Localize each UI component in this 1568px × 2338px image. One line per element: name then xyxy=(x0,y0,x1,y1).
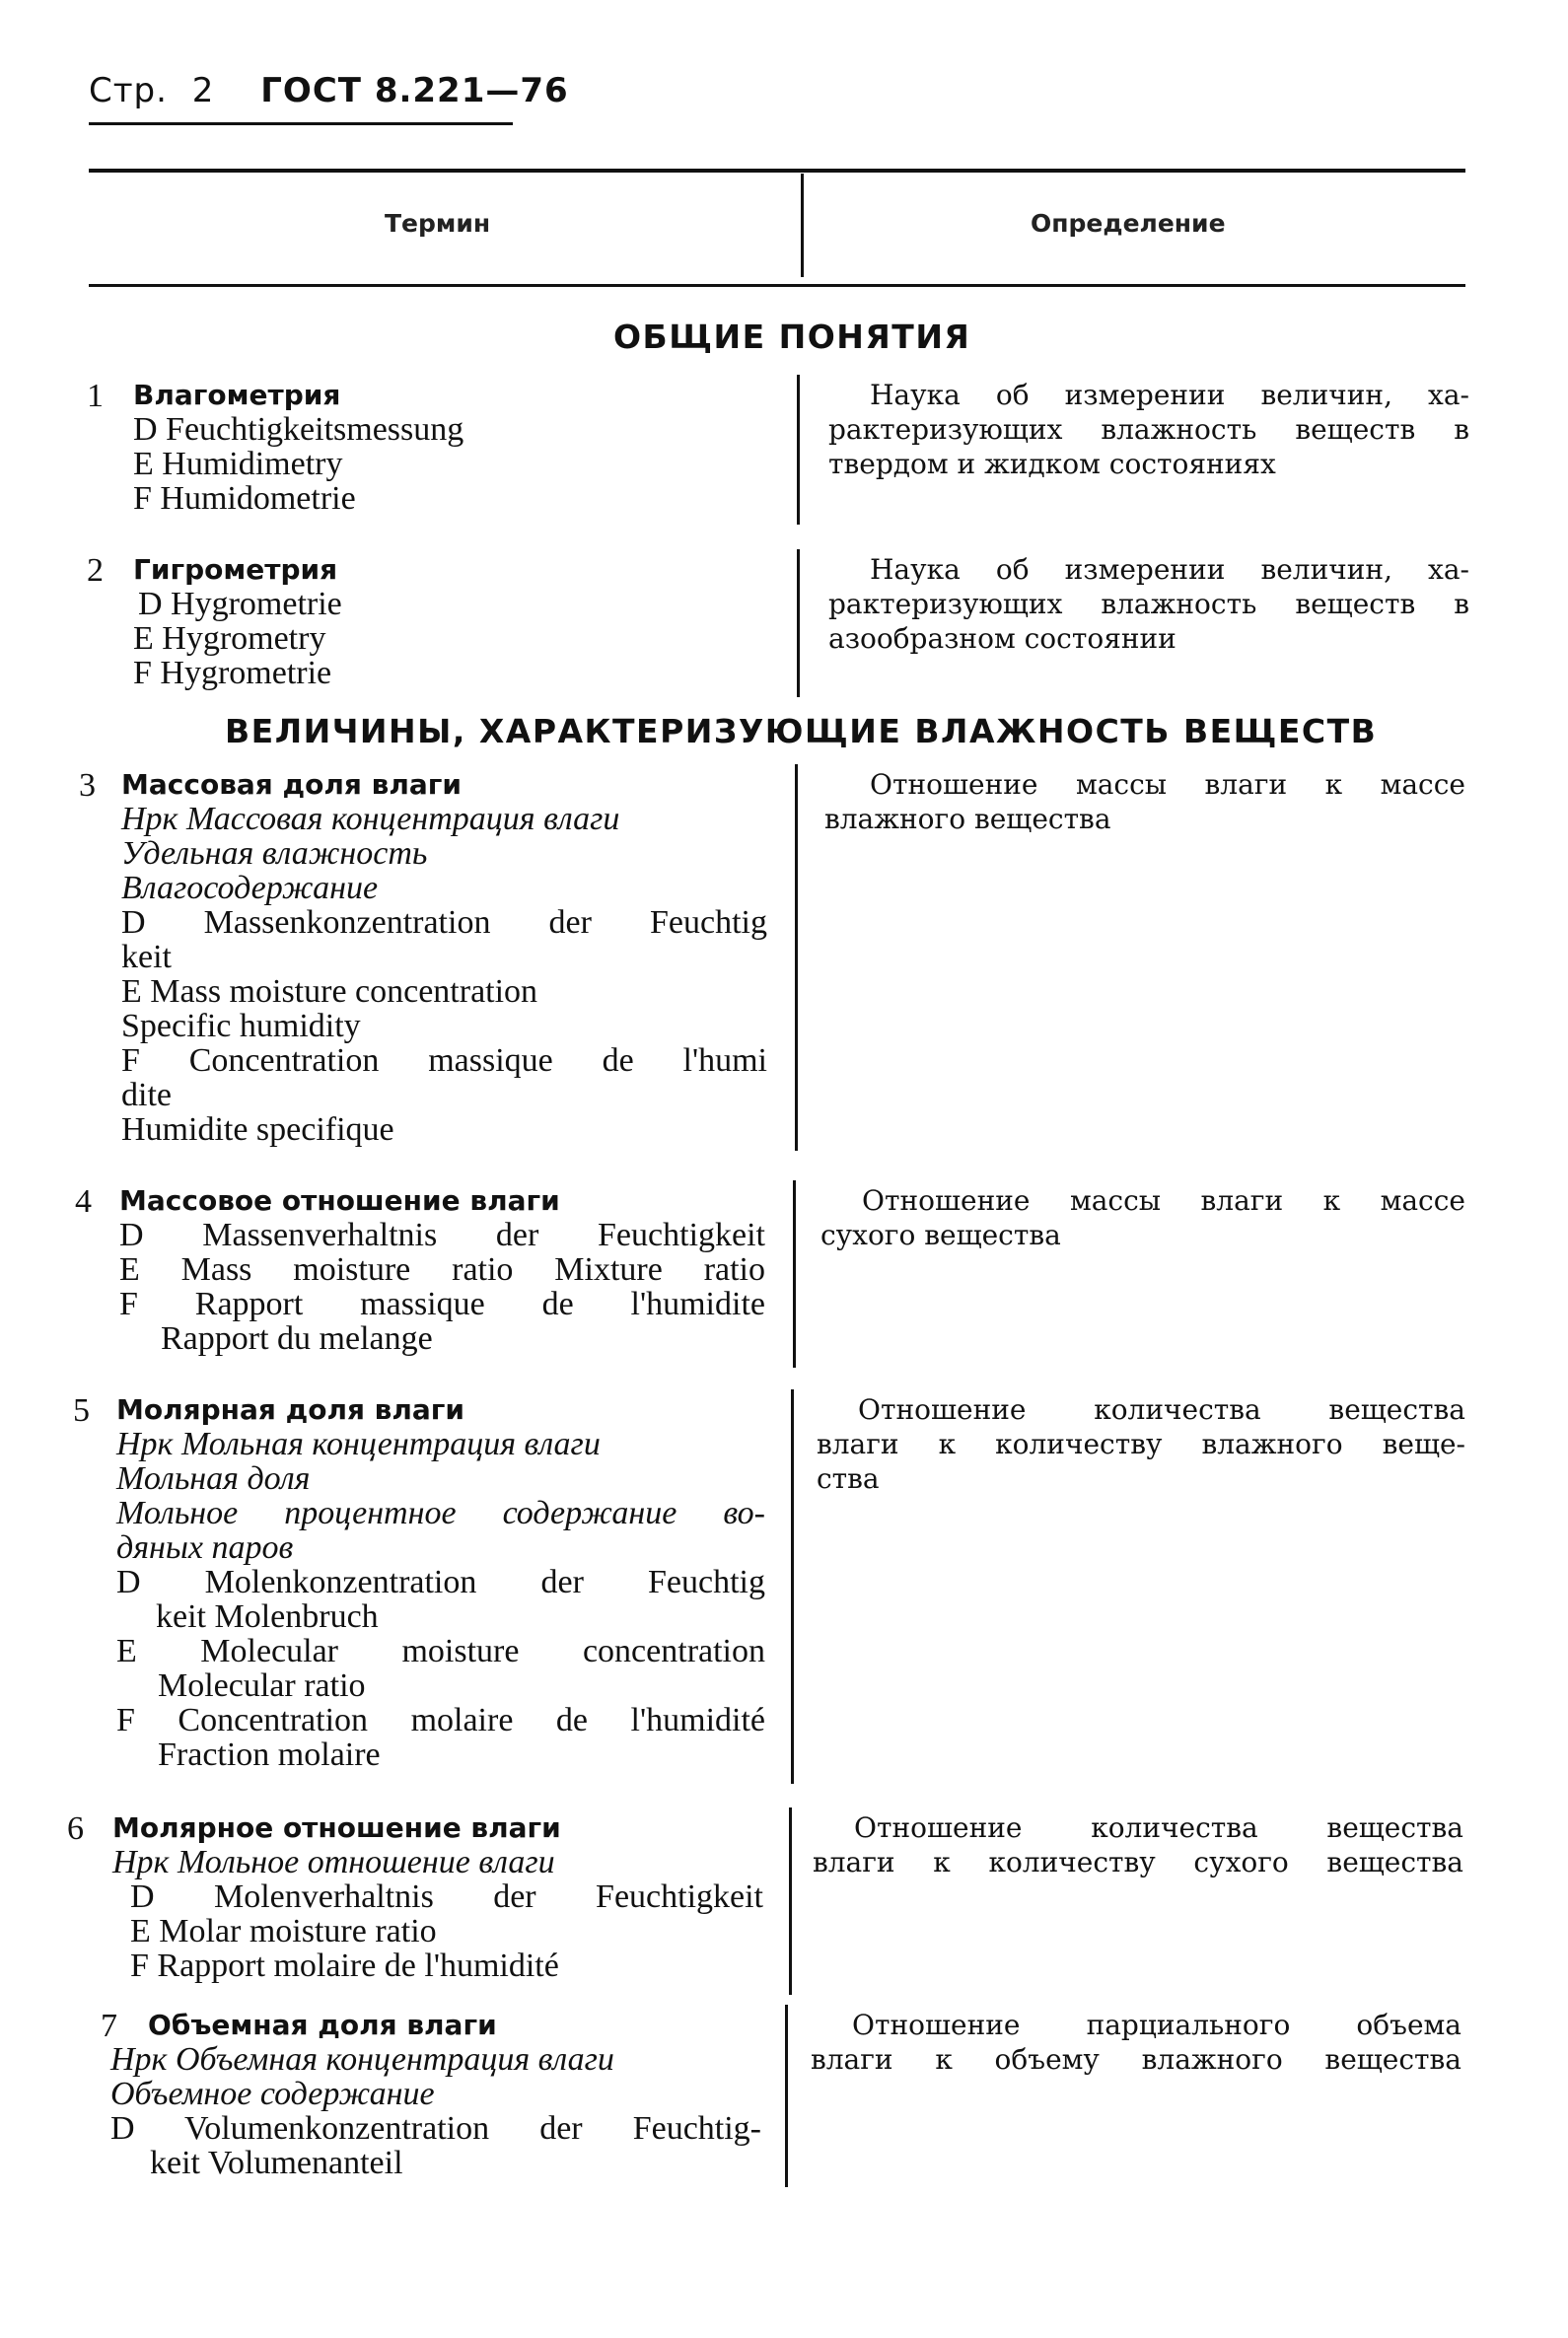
term-translation-de: D Massenkonzentration der Feuchtig xyxy=(121,904,767,941)
entry-number: 7 xyxy=(101,2008,117,2044)
definition-line: Отношение массы влаги к массе xyxy=(870,768,1465,801)
term-translation-en: E Molar moisture ratio xyxy=(130,1913,437,1949)
term-synonym: Мольное процентное содержание во- xyxy=(116,1495,765,1531)
term-translation-de: D Molenkonzentration der Feuchtig xyxy=(116,1564,765,1600)
entry-number: 3 xyxy=(79,767,96,804)
definition-line: азообразном состоянии xyxy=(828,622,1176,655)
term-entry-2 xyxy=(133,552,774,690)
definition-line: влажного вещества xyxy=(824,803,1111,835)
entry-number: 4 xyxy=(75,1183,92,1220)
column-divider xyxy=(797,375,800,525)
section-title-general: ОБЩИЕ ПОНЯТИЯ xyxy=(613,318,971,356)
term-entry-7 xyxy=(110,2008,761,2180)
term-entry-3 xyxy=(121,767,767,1147)
term-synonym: Удельная влажность xyxy=(121,835,428,872)
definition-line: рактеризующих влажность веществ в xyxy=(828,413,1469,446)
definition-line: Наука об измерении величин, ха- xyxy=(870,379,1469,411)
column-divider xyxy=(791,1389,794,1784)
entry-number: 2 xyxy=(87,552,104,589)
term-synonym: Нрк Мольная концентрация влаги xyxy=(116,1426,601,1462)
term-translation-fr-cont: dite xyxy=(121,1077,172,1113)
definition-line: рактеризующих влажность веществ в xyxy=(828,588,1469,620)
term-synonym: Нрк Массовая концентрация влаги xyxy=(121,801,620,837)
header-underline xyxy=(89,122,513,125)
term-title: Влагометрия xyxy=(133,379,341,411)
term-translation-de: D Massenverhaltnis der Feuchtigkeit xyxy=(119,1217,765,1253)
term-translation-fr-alt: Rapport du melange xyxy=(161,1320,433,1357)
definition-column-header: Определение xyxy=(1031,209,1226,238)
page-header xyxy=(89,71,569,110)
term-translation-en: E Mass moisture concentration xyxy=(121,973,538,1010)
term-translation-en: E Hygrometry xyxy=(133,620,326,657)
section-title-quantities: ВЕЛИЧИНЫ, ХАРАКТЕРИЗУЮЩИЕ ВЛАЖНОСТЬ ВЕЩЕСТВ xyxy=(225,712,1378,750)
term-synonym: Мольная доля xyxy=(116,1460,311,1497)
term-synonym: Нрк Мольное отношение влаги xyxy=(112,1844,555,1880)
term-entry-4 xyxy=(119,1183,765,1356)
definition-entry-3 xyxy=(824,767,1465,836)
term-title: Объемная доля влаги xyxy=(148,2009,497,2041)
term-translation-de-cont: keit xyxy=(121,939,172,975)
term-translation-de: D Feuchtigkeitsmessung xyxy=(133,411,464,448)
term-title: Молярная доля влаги xyxy=(116,1393,465,1426)
term-translation-fr: F Rapport molaire de l'humidité xyxy=(130,1948,559,1984)
term-translation-fr: F Rapport massique de l'humidite xyxy=(119,1286,765,1322)
entry-number: 1 xyxy=(87,378,104,414)
term-entry-5 xyxy=(116,1392,765,1772)
definition-line: Отношение массы влаги к массе xyxy=(862,1184,1465,1217)
term-translation-de: D Molenverhaltnis der Feuchtigkeit xyxy=(130,1878,763,1915)
term-title: Гигрометрия xyxy=(133,553,338,586)
standard-code: ГОСТ 8.221—76 xyxy=(260,71,569,110)
definition-line: твердом и жидком состояниях xyxy=(828,448,1276,480)
column-divider xyxy=(795,764,798,1151)
term-translation-fr: F Concentration massique de l'humi xyxy=(121,1042,767,1079)
term-translation-de-cont: keit Volumenanteil xyxy=(150,2145,403,2181)
term-title: Массовое отношение влаги xyxy=(119,1184,560,1217)
definition-line: сухого вещества xyxy=(820,1219,1061,1251)
term-translation-en: E Molecular moisture concentration xyxy=(116,1633,765,1669)
definition-line: влаги к количеству сухого вещества xyxy=(813,1846,1463,1878)
term-translation-de: D Volumenkonzentration der Feuchtig- xyxy=(110,2110,761,2147)
term-entry-1 xyxy=(133,378,774,516)
term-translation-fr: F Concentration molaire de l'humidité xyxy=(116,1702,765,1738)
term-entry-6 xyxy=(112,1810,763,1983)
term-synonym: Влагосодержание xyxy=(121,870,379,906)
term-translation-de-cont: keit Molenbruch xyxy=(156,1598,379,1635)
entry-number: 5 xyxy=(73,1392,90,1429)
term-synonym-cont: дяных паров xyxy=(116,1529,294,1566)
definition-line: ства xyxy=(817,1462,880,1495)
term-synonym: Объемное содержание xyxy=(110,2076,435,2112)
definition-entry-5 xyxy=(817,1392,1465,1496)
term-translation-en: E Humidimetry xyxy=(133,446,343,482)
definition-line: Отношение количества вещества xyxy=(854,1811,1463,1844)
term-translation-fr: F Hygrometrie xyxy=(133,655,332,691)
definition-line: Отношение парциального объема xyxy=(852,2009,1461,2041)
term-translation-en-alt: Specific humidity xyxy=(121,1008,361,1044)
definition-line: Наука об измерении величин, ха- xyxy=(870,553,1469,586)
definition-entry-6 xyxy=(813,1810,1463,1879)
term-translation-en: E Mass moisture ratio Mixture ratio xyxy=(119,1251,765,1288)
page-number: 2 xyxy=(191,71,215,110)
term-column-header: Термин xyxy=(385,209,491,238)
term-synonym: Нрк Объемная концентрация влаги xyxy=(110,2041,614,2078)
term-translation-fr-alt: Humidite specifique xyxy=(121,1111,394,1148)
page-label: Стр. xyxy=(89,71,168,110)
definition-entry-1 xyxy=(828,378,1469,481)
term-translation-fr: F Humidometrie xyxy=(133,480,356,517)
entry-number: 6 xyxy=(67,1810,84,1847)
term-translation-de: D Hygrometrie xyxy=(138,586,342,622)
table-head-rule xyxy=(89,284,1465,287)
column-divider xyxy=(785,2005,788,2187)
term-translation-en-alt: Molecular ratio xyxy=(158,1667,366,1704)
column-divider xyxy=(797,549,800,697)
definition-line: влаги к объему влажного вещества xyxy=(811,2043,1461,2076)
column-divider xyxy=(789,1807,792,1995)
definition-line: Отношение количества вещества xyxy=(858,1393,1465,1426)
term-title: Массовая доля влаги xyxy=(121,768,462,801)
term-translation-fr-alt: Fraction molaire xyxy=(158,1736,381,1773)
definition-entry-7 xyxy=(811,2008,1461,2077)
definition-entry-2 xyxy=(828,552,1469,656)
definition-entry-4 xyxy=(820,1183,1465,1252)
table-top-rule xyxy=(89,169,1465,173)
definition-line: влаги к количеству влажного веще- xyxy=(817,1428,1465,1460)
header-column-divider xyxy=(801,174,804,277)
term-title: Молярное отношение влаги xyxy=(112,1811,561,1844)
column-divider xyxy=(793,1180,796,1368)
